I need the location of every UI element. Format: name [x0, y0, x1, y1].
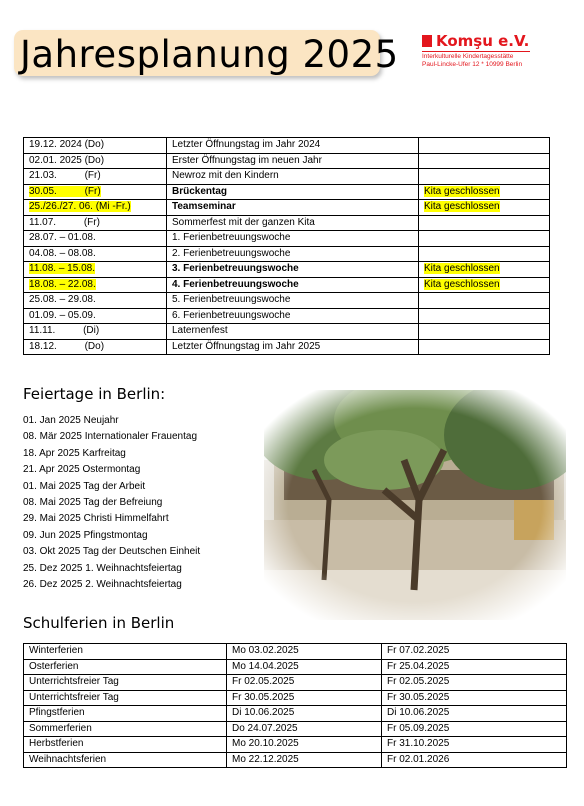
- table-row: [24, 308, 550, 324]
- event-note: [419, 339, 550, 355]
- school-holiday-name: Weihnachtsferien: [24, 752, 227, 768]
- school-holiday-name: Unterrichtsfreier Tag: [24, 690, 227, 706]
- event-name: [167, 277, 419, 293]
- school-holiday-end: Fr 31.10.2025: [382, 737, 567, 753]
- table-row: [24, 262, 550, 278]
- school-holiday-start: Fr 30.05.2025: [227, 690, 382, 706]
- school-holiday-end: Fr 30.05.2025: [382, 690, 567, 706]
- event-date-text: 02.01. 2025 (Do): [29, 154, 105, 166]
- table-row: [24, 644, 567, 660]
- event-date-text: 19.12. 2024 (Do): [29, 139, 105, 151]
- event-name-text: 1. Ferienbetreuungswoche: [172, 232, 291, 244]
- event-note-text: Kita geschlossen: [424, 201, 500, 213]
- school-holiday-start: Di 10.06.2025: [227, 706, 382, 722]
- event-date-text: 11.11. (Di): [29, 325, 100, 337]
- event-note-text: Kita geschlossen: [424, 263, 500, 275]
- school-holiday-start: Mo 20.10.2025: [227, 737, 382, 753]
- school-holidays-table: [23, 643, 567, 768]
- event-name: [167, 138, 419, 154]
- event-name-text: Newroz mit den Kindern: [172, 170, 279, 182]
- table-row: [24, 690, 567, 706]
- event-name-text: Letzter Öffnungstag im Jahr 2024: [172, 139, 321, 151]
- holiday-item: 03. Okt 2025 Tag der Deutschen Einheit: [23, 546, 201, 558]
- event-date-text: 25.08. – 29.08.: [29, 294, 96, 306]
- table-row: [24, 246, 550, 262]
- holidays-list: [23, 413, 200, 593]
- event-name-text: 6. Ferienbetreuungswoche: [172, 309, 291, 321]
- event-note: [419, 169, 550, 185]
- event-note: [419, 308, 550, 324]
- event-name-text: 3. Ferienbetreuungswoche: [172, 263, 299, 275]
- holiday-item: 01. Mai 2025 Tag der Arbeit: [23, 480, 146, 492]
- table-row: [24, 169, 550, 185]
- event-name-text: Letzter Öffnungstag im Jahr 2025: [172, 340, 321, 352]
- school-holiday-end: Fr 02.01.2026: [382, 752, 567, 768]
- table-row: [24, 721, 567, 737]
- school-holiday-start: Do 24.07.2025: [227, 721, 382, 737]
- event-date: [24, 324, 167, 340]
- school-holiday-name: Pfingstferien: [24, 706, 227, 722]
- event-note: [419, 324, 550, 340]
- table-row: [24, 277, 550, 293]
- event-note: [419, 231, 550, 247]
- event-date: [24, 200, 167, 216]
- event-note: [419, 184, 550, 200]
- event-name: [167, 184, 419, 200]
- event-name-text: 2. Ferienbetreuungswoche: [172, 247, 291, 259]
- table-row: [24, 293, 550, 309]
- table-row: [24, 215, 550, 231]
- logo-name: Komşu e.V.: [436, 32, 530, 50]
- event-name: [167, 200, 419, 216]
- event-note-text: Kita geschlossen: [424, 278, 500, 290]
- event-date: [24, 215, 167, 231]
- event-date: [24, 262, 167, 278]
- table-row: [24, 675, 567, 691]
- event-date: [24, 231, 167, 247]
- table-row: [24, 737, 567, 753]
- holidays-heading: Feiertage in Berlin:: [23, 385, 166, 403]
- school-holiday-start: Fr 02.05.2025: [227, 675, 382, 691]
- event-date: [24, 293, 167, 309]
- table-row: [24, 706, 567, 722]
- school-holiday-name: Winterferien: [24, 644, 227, 660]
- event-name-text: 4. Ferienbetreuungswoche: [172, 278, 299, 290]
- event-date-text: 01.09. – 05.09.: [29, 309, 96, 321]
- school-holiday-name: Osterferien: [24, 659, 227, 675]
- events-table: [23, 137, 550, 355]
- holiday-item: 01. Jan 2025 Neujahr: [23, 415, 119, 426]
- school-holiday-start: Mo 14.04.2025: [227, 659, 382, 675]
- event-name: [167, 293, 419, 309]
- event-note: [419, 277, 550, 293]
- event-name: [167, 308, 419, 324]
- event-date: [24, 246, 167, 262]
- school-holiday-name: Unterrichtsfreier Tag: [24, 675, 227, 691]
- event-date-text: 25./26./27. 06. (Mi -Fr.): [29, 201, 131, 213]
- table-row: [24, 184, 550, 200]
- kita-garden-photo: [264, 390, 566, 620]
- event-note-text: Kita geschlossen: [424, 185, 500, 197]
- event-date: [24, 153, 167, 169]
- event-name: [167, 339, 419, 355]
- event-date-text: 11.08. – 15.08.: [29, 263, 95, 275]
- holiday-item: 18. Apr 2025 Karfreitag: [23, 447, 126, 459]
- event-name-text: Teamseminar: [172, 201, 236, 213]
- event-date: [24, 308, 167, 324]
- holiday-item: 08. Mai 2025 Tag der Befreiung: [23, 497, 163, 509]
- holiday-item: 21. Apr 2025 Ostermontag: [23, 464, 141, 476]
- event-name: [167, 231, 419, 247]
- event-date-text: 21.03. (Fr): [29, 170, 101, 182]
- event-name: [167, 169, 419, 185]
- holiday-item: 25. Dez 2025 1. Weihnachtsfeiertag: [23, 562, 182, 574]
- event-name: [167, 262, 419, 278]
- event-date-text: 04.08. – 08.08.: [29, 247, 96, 259]
- school-holidays-heading: Schulferien in Berlin: [23, 614, 175, 632]
- school-holiday-start: Mo 03.02.2025: [227, 644, 382, 660]
- table-row: [24, 752, 567, 768]
- school-holiday-name: Sommerferien: [24, 721, 227, 737]
- event-date: [24, 184, 167, 200]
- event-date: [24, 277, 167, 293]
- table-row: [24, 339, 550, 355]
- event-date: [24, 169, 167, 185]
- event-date-text: 18.08. – 22.08.: [29, 278, 96, 290]
- table-row: [24, 231, 550, 247]
- school-holiday-name: Herbstferien: [24, 737, 227, 753]
- event-name: [167, 215, 419, 231]
- event-date-text: 18.12. (Do): [29, 340, 105, 352]
- logo-mark-icon: [422, 35, 432, 47]
- logo: [422, 32, 530, 69]
- event-date: [24, 339, 167, 355]
- holiday-item: 26. Dez 2025 2. Weihnachtsfeiertag: [23, 579, 182, 591]
- event-note: [419, 293, 550, 309]
- table-row: [24, 138, 550, 154]
- event-date: [24, 138, 167, 154]
- holiday-item: 08. Mär 2025 Internationaler Frauentag: [23, 431, 197, 443]
- event-name-text: Brückentag: [172, 185, 228, 197]
- school-holiday-end: Di 10.06.2025: [382, 706, 567, 722]
- event-note: [419, 215, 550, 231]
- event-date-text: 11.07. (Fr): [29, 216, 100, 228]
- logo-address: Paul-Lincke-Ufer 12 * 10999 Berlin: [422, 61, 523, 68]
- school-holiday-end: Fr 07.02.2025: [382, 644, 567, 660]
- event-name: [167, 153, 419, 169]
- event-name: [167, 246, 419, 262]
- event-date-text: 30.05. (Fr): [29, 185, 101, 197]
- school-holiday-start: Mo 22.12.2025: [227, 752, 382, 768]
- event-note: [419, 138, 550, 154]
- event-name-text: Laternenfest: [172, 325, 228, 337]
- table-row: [24, 324, 550, 340]
- page-title: Jahresplanung 2025: [20, 33, 399, 76]
- school-holiday-end: Fr 05.09.2025: [382, 721, 567, 737]
- table-row: [24, 659, 567, 675]
- holiday-item: 09. Jun 2025 Pfingstmontag: [23, 529, 148, 541]
- event-note: [419, 246, 550, 262]
- event-note: [419, 262, 550, 278]
- event-name: [167, 324, 419, 340]
- holiday-item: 29. Mai 2025 Christi Himmelfahrt: [23, 513, 169, 525]
- event-note: [419, 200, 550, 216]
- event-name-text: Erster Öffnungstag im neuen Jahr: [172, 154, 322, 166]
- school-holiday-end: Fr 25.04.2025: [382, 659, 567, 675]
- table-row: [24, 200, 550, 216]
- logo-subtitle: Interkulturelle Kindertagesstätte: [422, 51, 530, 61]
- event-note: [419, 153, 550, 169]
- event-date-text: 28.07. – 01.08.: [29, 232, 96, 244]
- table-row: [24, 153, 550, 169]
- school-holiday-end: Fr 02.05.2025: [382, 675, 567, 691]
- event-name-text: Sommerfest mit der ganzen Kita: [172, 216, 315, 228]
- event-name-text: 5. Ferienbetreuungswoche: [172, 294, 291, 306]
